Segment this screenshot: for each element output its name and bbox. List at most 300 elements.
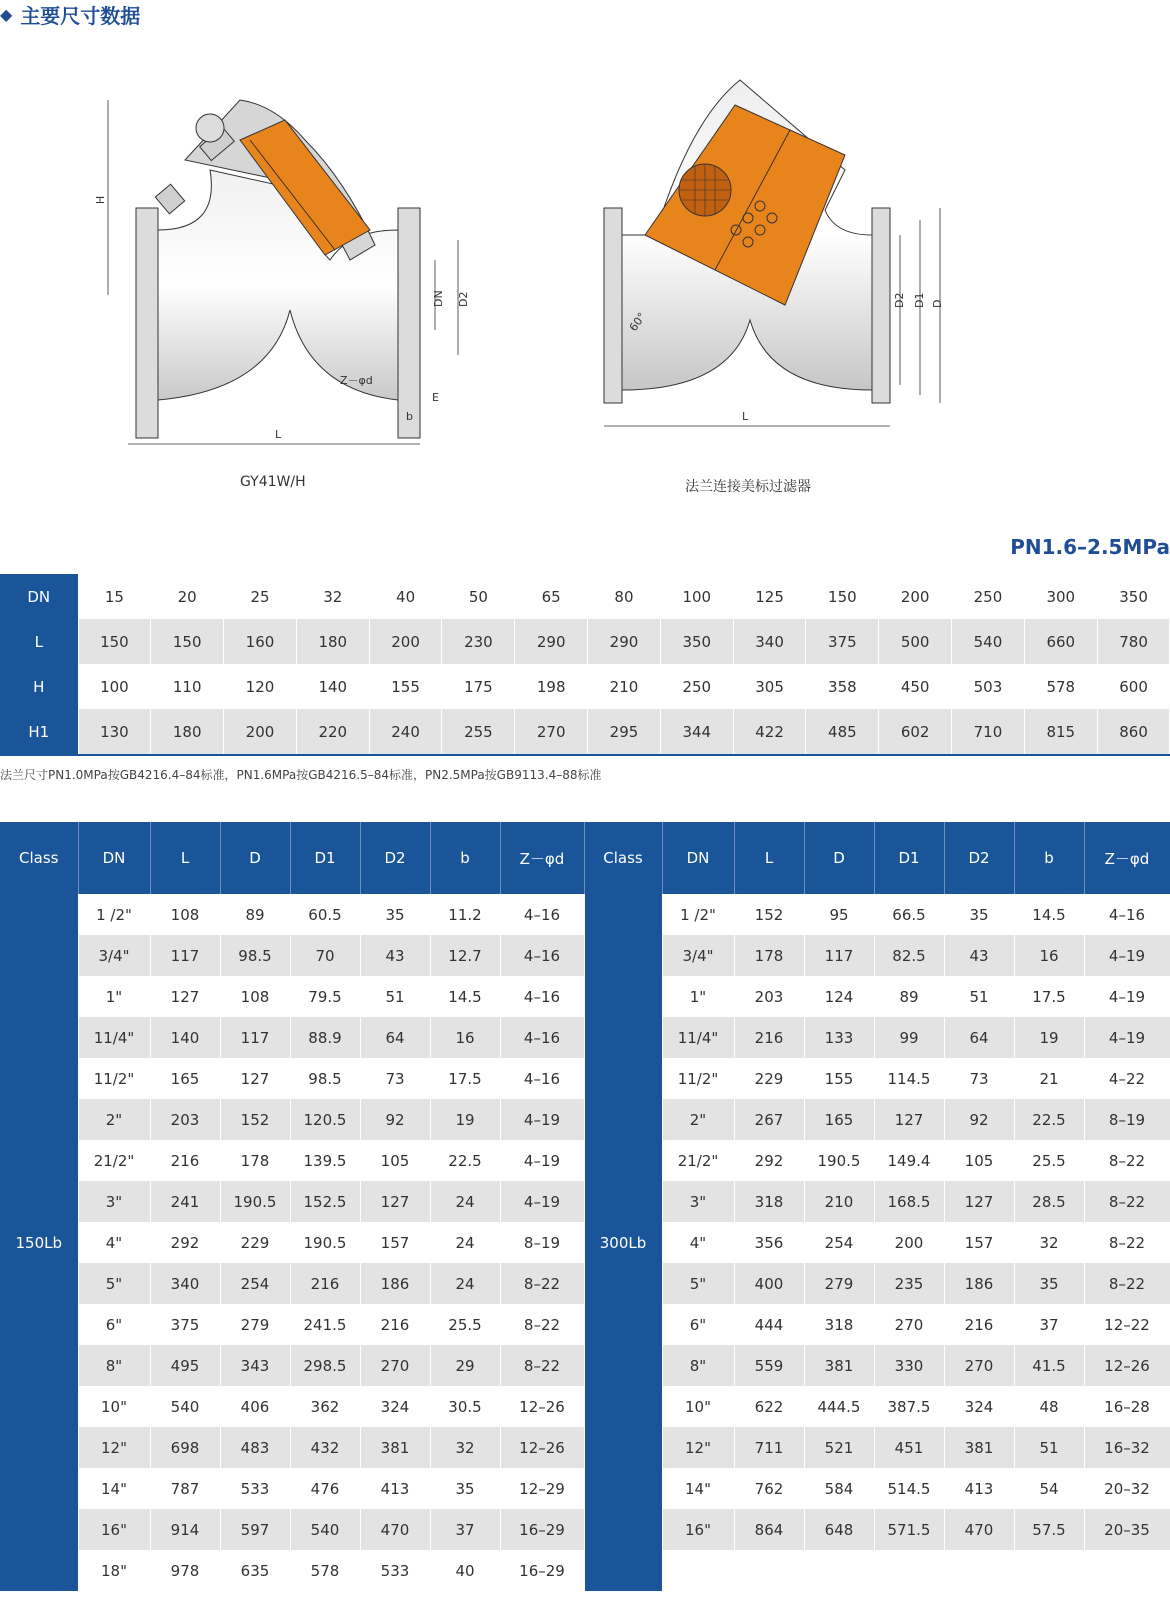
table2-left-cell: 343 bbox=[220, 1345, 290, 1386]
table2-left-cell: 635 bbox=[220, 1550, 290, 1591]
table2-right-cell: 4–19 bbox=[1084, 935, 1170, 976]
table2-right-cell: 22.5 bbox=[1014, 1099, 1084, 1140]
table2-right-cell: 95 bbox=[804, 894, 874, 935]
table2-right-cell: 8–22 bbox=[1084, 1263, 1170, 1304]
table2-left-cell: 241.5 bbox=[290, 1304, 360, 1345]
table1-cell: 100 bbox=[78, 664, 151, 709]
table2-right-cell: 35 bbox=[1014, 1263, 1084, 1304]
table2-left-cell: 12" bbox=[78, 1427, 150, 1468]
table2-right-cell: 622 bbox=[734, 1386, 804, 1427]
table1-cell: 120 bbox=[224, 664, 297, 709]
table1-row-label: DN bbox=[0, 574, 78, 619]
pressure-label: PN1.6–2.5MPa bbox=[1010, 535, 1170, 559]
table2-left-cell: 120.5 bbox=[290, 1099, 360, 1140]
table2-left-cell: 8" bbox=[78, 1345, 150, 1386]
table2-left-cell: 533 bbox=[360, 1550, 430, 1591]
table2-left-cell: 540 bbox=[290, 1509, 360, 1550]
table2-left-cell: 152 bbox=[220, 1099, 290, 1140]
table2-right-cell: 8–22 bbox=[1084, 1181, 1170, 1222]
table2-right-cell: 270 bbox=[944, 1345, 1014, 1386]
table2-header-cell: Class bbox=[0, 822, 78, 894]
table2-right-cell bbox=[1084, 1550, 1170, 1591]
table1-cell: 300 bbox=[1024, 574, 1097, 619]
table2-right-cell: 168.5 bbox=[874, 1181, 944, 1222]
table2-left-cell: 375 bbox=[150, 1304, 220, 1345]
table2-right-cell: 165 bbox=[804, 1099, 874, 1140]
table2-header-cell: Z－φd bbox=[500, 822, 584, 894]
table2-left-cell: 88.9 bbox=[290, 1017, 360, 1058]
table2-left-cell: 16" bbox=[78, 1509, 150, 1550]
table2-right-cell: 117 bbox=[804, 935, 874, 976]
table1-cell: 20 bbox=[151, 574, 224, 619]
table1-cell: 270 bbox=[515, 709, 588, 755]
table2-left-cell: 270 bbox=[360, 1345, 430, 1386]
table2-right-cell: 200 bbox=[874, 1222, 944, 1263]
table2-right-cell: 20–35 bbox=[1084, 1509, 1170, 1550]
table2-left-cell: 4–19 bbox=[500, 1181, 584, 1222]
drawing-gy41 bbox=[90, 60, 480, 460]
table1-cell: 600 bbox=[1097, 664, 1170, 709]
table2-header-cell: D bbox=[804, 822, 874, 894]
table2-right-cell: 11/2" bbox=[662, 1058, 734, 1099]
dim-d1-right: D1 bbox=[913, 292, 926, 308]
table1-cell: 250 bbox=[952, 574, 1025, 619]
table2-left-cell: 578 bbox=[290, 1550, 360, 1591]
table1-row bbox=[0, 709, 1170, 755]
dim-e: E bbox=[432, 391, 439, 404]
table2-right-cell: 32 bbox=[1014, 1222, 1084, 1263]
table2-left-cell: 381 bbox=[360, 1427, 430, 1468]
table2-right-cell: 35 bbox=[944, 894, 1014, 935]
table2-left-cell: 241 bbox=[150, 1181, 220, 1222]
table2-left-cell: 16–29 bbox=[500, 1509, 584, 1550]
class-150lb-cell: 150Lb bbox=[0, 894, 78, 1591]
table2-left-cell: 698 bbox=[150, 1427, 220, 1468]
table2-left-cell: 89 bbox=[220, 894, 290, 935]
table2-left-cell: 12.7 bbox=[430, 935, 500, 976]
table2-right-cell: 648 bbox=[804, 1509, 874, 1550]
table1-cell: 80 bbox=[588, 574, 661, 619]
table2-right-cell: 190.5 bbox=[804, 1140, 874, 1181]
table2-left-cell: 324 bbox=[360, 1386, 430, 1427]
table1-cell: 175 bbox=[442, 664, 515, 709]
table2-right-cell: 4–19 bbox=[1084, 976, 1170, 1017]
table2-left-cell: 11.2 bbox=[430, 894, 500, 935]
table2-left-cell: 22.5 bbox=[430, 1140, 500, 1181]
table2-left-cell: 190.5 bbox=[290, 1222, 360, 1263]
table2-left-cell: 24 bbox=[430, 1263, 500, 1304]
table2-right-cell: 127 bbox=[944, 1181, 1014, 1222]
table2-right-cell: 711 bbox=[734, 1427, 804, 1468]
table2-left-cell: 165 bbox=[150, 1058, 220, 1099]
table2-left-cell: 14.5 bbox=[430, 976, 500, 1017]
table2-right-cell bbox=[1014, 1550, 1084, 1591]
table2-right-cell: 82.5 bbox=[874, 935, 944, 976]
table1-row bbox=[0, 574, 1170, 619]
table1-cell: 255 bbox=[442, 709, 515, 755]
table2-right-cell: 762 bbox=[734, 1468, 804, 1509]
table2-right-cell: 324 bbox=[944, 1386, 1014, 1427]
table1-cell: 344 bbox=[660, 709, 733, 755]
table2-right-cell: 559 bbox=[734, 1345, 804, 1386]
table2-right-cell: 149.4 bbox=[874, 1140, 944, 1181]
table2-left-cell: 476 bbox=[290, 1468, 360, 1509]
table1-cell: 25 bbox=[224, 574, 297, 619]
table2-right-cell: 521 bbox=[804, 1427, 874, 1468]
table2-left-cell: 8–22 bbox=[500, 1304, 584, 1345]
table2-left-cell: 12–26 bbox=[500, 1386, 584, 1427]
table2-left-cell: 98.5 bbox=[290, 1058, 360, 1099]
table2-right-cell: 514.5 bbox=[874, 1468, 944, 1509]
table2-left-cell: 70 bbox=[290, 935, 360, 976]
dim-d-right: D bbox=[931, 299, 944, 308]
table2-header-cell: Class bbox=[584, 822, 662, 894]
table2-right-cell: 64 bbox=[944, 1017, 1014, 1058]
table1-cell: 305 bbox=[733, 664, 806, 709]
table1-cell: 180 bbox=[296, 619, 369, 664]
table2-left-cell: 279 bbox=[220, 1304, 290, 1345]
table1-cell: 422 bbox=[733, 709, 806, 755]
table2-left-cell: 3" bbox=[78, 1181, 150, 1222]
dim-d2: D2 bbox=[457, 291, 470, 307]
table2-left-cell: 139.5 bbox=[290, 1140, 360, 1181]
table2-left-cell: 14" bbox=[78, 1468, 150, 1509]
table2-header-cell: L bbox=[734, 822, 804, 894]
table1-cell: 150 bbox=[806, 574, 879, 619]
table1-cell: 155 bbox=[369, 664, 442, 709]
table2-left-cell: 413 bbox=[360, 1468, 430, 1509]
table2-left-cell: 203 bbox=[150, 1099, 220, 1140]
table2-right-cell bbox=[662, 1550, 734, 1591]
table2-left-cell: 127 bbox=[150, 976, 220, 1017]
table2-left-cell: 37 bbox=[430, 1509, 500, 1550]
table2-right-cell: 12–26 bbox=[1084, 1345, 1170, 1386]
table2-right-cell: 124 bbox=[804, 976, 874, 1017]
table2-right-cell: 318 bbox=[734, 1181, 804, 1222]
table2-left-cell: 1" bbox=[78, 976, 150, 1017]
table2-right-cell: 4" bbox=[662, 1222, 734, 1263]
diamond-bullet-icon: ◆ bbox=[0, 4, 13, 24]
table2-left-cell: 24 bbox=[430, 1222, 500, 1263]
table2-right-cell: 864 bbox=[734, 1509, 804, 1550]
table2-right-cell: 279 bbox=[804, 1263, 874, 1304]
table2-right-cell bbox=[874, 1550, 944, 1591]
table2-left-cell: 108 bbox=[150, 894, 220, 935]
table2-right-cell: 21/2" bbox=[662, 1140, 734, 1181]
table2-right-cell: 318 bbox=[804, 1304, 874, 1345]
table1-row-label: L bbox=[0, 619, 78, 664]
table2-left-cell: 32 bbox=[430, 1427, 500, 1468]
table2-left-cell: 105 bbox=[360, 1140, 430, 1181]
table2-header-cell: b bbox=[430, 822, 500, 894]
table2-left-cell: 40 bbox=[430, 1550, 500, 1591]
table1-cell: 150 bbox=[151, 619, 224, 664]
table2-left-cell: 17.5 bbox=[430, 1058, 500, 1099]
table2-right-cell: 216 bbox=[734, 1017, 804, 1058]
table1-cell: 485 bbox=[806, 709, 879, 755]
table2-left-cell: 16–29 bbox=[500, 1550, 584, 1591]
dim-h: H bbox=[94, 195, 107, 205]
table1-cell: 540 bbox=[952, 619, 1025, 664]
table2-left-cell: 216 bbox=[360, 1304, 430, 1345]
dim-dn: DN bbox=[432, 290, 445, 307]
caption-us-filter: 法兰连接美标过滤器 bbox=[685, 479, 811, 495]
table2-left-cell: 117 bbox=[150, 935, 220, 976]
table1-cell: 100 bbox=[660, 574, 733, 619]
table2-left-cell: 127 bbox=[360, 1181, 430, 1222]
table2-left-cell: 216 bbox=[290, 1263, 360, 1304]
table1-cell: 602 bbox=[879, 709, 952, 755]
table2-right-cell: 330 bbox=[874, 1345, 944, 1386]
table2-left-cell: 406 bbox=[220, 1386, 290, 1427]
table2-right-cell: 99 bbox=[874, 1017, 944, 1058]
table2-left-cell: 152.5 bbox=[290, 1181, 360, 1222]
table1-cell: 350 bbox=[1097, 574, 1170, 619]
table2-left-cell: 4–16 bbox=[500, 1058, 584, 1099]
table2-left-cell: 11/4" bbox=[78, 1017, 150, 1058]
table2-right-cell: 413 bbox=[944, 1468, 1014, 1509]
table1-cell: 290 bbox=[515, 619, 588, 664]
table1-cell: 32 bbox=[296, 574, 369, 619]
table2-right-cell: 210 bbox=[804, 1181, 874, 1222]
table2-left-cell: 25.5 bbox=[430, 1304, 500, 1345]
table2-right-cell: 16–32 bbox=[1084, 1427, 1170, 1468]
table2-right-cell: 155 bbox=[804, 1058, 874, 1099]
table2-right-cell: 444.5 bbox=[804, 1386, 874, 1427]
table2-right-cell: 381 bbox=[804, 1345, 874, 1386]
table2-left-cell: 4–19 bbox=[500, 1140, 584, 1181]
table2-right-cell: 51 bbox=[944, 976, 1014, 1017]
table2-left-cell: 92 bbox=[360, 1099, 430, 1140]
table2-left-cell: 432 bbox=[290, 1427, 360, 1468]
table1-cell: 40 bbox=[369, 574, 442, 619]
table2-left-cell: 540 bbox=[150, 1386, 220, 1427]
table2-right-cell: 4–19 bbox=[1084, 1017, 1170, 1058]
table2-left-cell: 1 /2" bbox=[78, 894, 150, 935]
table2-left-cell: 8–19 bbox=[500, 1222, 584, 1263]
table2-left-cell: 597 bbox=[220, 1509, 290, 1550]
table1-row bbox=[0, 619, 1170, 664]
table2-left-cell: 362 bbox=[290, 1386, 360, 1427]
table2-right-cell: 157 bbox=[944, 1222, 1014, 1263]
table1-cell: 450 bbox=[879, 664, 952, 709]
table2-right-cell: 356 bbox=[734, 1222, 804, 1263]
dim-d2-right: D2 bbox=[893, 292, 906, 308]
table2-right-cell: 178 bbox=[734, 935, 804, 976]
dim-l: L bbox=[275, 428, 282, 441]
table2-left-cell: 64 bbox=[360, 1017, 430, 1058]
table2-left-cell: 117 bbox=[220, 1017, 290, 1058]
table2-right-cell: 6" bbox=[662, 1304, 734, 1345]
table2-left-cell: 470 bbox=[360, 1509, 430, 1550]
table2-right-cell: 105 bbox=[944, 1140, 1014, 1181]
table2-right-cell: 1 /2" bbox=[662, 894, 734, 935]
table2-left-cell: 19 bbox=[430, 1099, 500, 1140]
table2-left-cell: 292 bbox=[150, 1222, 220, 1263]
table2-right-cell: 48 bbox=[1014, 1386, 1084, 1427]
table2-header-cell: b bbox=[1014, 822, 1084, 894]
table2-right-cell: 10" bbox=[662, 1386, 734, 1427]
table1-cell: 503 bbox=[952, 664, 1025, 709]
table1-cell: 230 bbox=[442, 619, 515, 664]
table1-cell: 710 bbox=[952, 709, 1025, 755]
table1-cell: 180 bbox=[151, 709, 224, 755]
table2-left-cell: 108 bbox=[220, 976, 290, 1017]
table2-right-cell: 16" bbox=[662, 1509, 734, 1550]
table2-left-cell: 35 bbox=[360, 894, 430, 935]
table2-left-cell: 2" bbox=[78, 1099, 150, 1140]
table2-left-cell: 11/2" bbox=[78, 1058, 150, 1099]
table2-header-cell: L bbox=[150, 822, 220, 894]
table2-left-cell: 60.5 bbox=[290, 894, 360, 935]
table2-left-cell: 21/2" bbox=[78, 1140, 150, 1181]
table2-left-cell: 483 bbox=[220, 1427, 290, 1468]
table2-header-cell: DN bbox=[78, 822, 150, 894]
table2-header-cell: D2 bbox=[944, 822, 1014, 894]
table2-left-cell: 16 bbox=[430, 1017, 500, 1058]
table2-left-cell: 216 bbox=[150, 1140, 220, 1181]
table1-cell: 200 bbox=[879, 574, 952, 619]
table2-left-cell: 4" bbox=[78, 1222, 150, 1263]
section-title bbox=[0, 0, 140, 28]
table2-right-cell: 267 bbox=[734, 1099, 804, 1140]
table2-left-cell: 4–16 bbox=[500, 1017, 584, 1058]
table1-cell: 15 bbox=[78, 574, 151, 619]
table2-left-cell: 157 bbox=[360, 1222, 430, 1263]
table2-left-cell: 51 bbox=[360, 976, 430, 1017]
table2-right-cell: 114.5 bbox=[874, 1058, 944, 1099]
table1-cell: 290 bbox=[588, 619, 661, 664]
table1-cell: 250 bbox=[660, 664, 733, 709]
table2-left-cell: 12–29 bbox=[500, 1468, 584, 1509]
table2-right-cell: 216 bbox=[944, 1304, 1014, 1345]
table2-right-cell: 3/4" bbox=[662, 935, 734, 976]
table2-right-cell: 381 bbox=[944, 1427, 1014, 1468]
table2-right-cell: 444 bbox=[734, 1304, 804, 1345]
table2-left-cell: 5" bbox=[78, 1263, 150, 1304]
table1-cell: 130 bbox=[78, 709, 151, 755]
table2-left-cell: 186 bbox=[360, 1263, 430, 1304]
table1-cell: 240 bbox=[369, 709, 442, 755]
table2-right-cell: 229 bbox=[734, 1058, 804, 1099]
section-title-text: 主要尺寸数据 bbox=[20, 3, 141, 28]
class-300lb-cell: 300Lb bbox=[584, 894, 662, 1591]
table1-row bbox=[0, 664, 1170, 709]
table1-cell: 578 bbox=[1024, 664, 1097, 709]
table2-right-cell: 21 bbox=[1014, 1058, 1084, 1099]
table2-left-cell: 340 bbox=[150, 1263, 220, 1304]
table2-right-cell: 12–22 bbox=[1084, 1304, 1170, 1345]
table1-cell: 220 bbox=[296, 709, 369, 755]
table1-cell: 860 bbox=[1097, 709, 1170, 755]
table2-left-cell: 140 bbox=[150, 1017, 220, 1058]
table2-left-cell: 3/4" bbox=[78, 935, 150, 976]
table2-right-cell: 20–32 bbox=[1084, 1468, 1170, 1509]
table1-cell: 815 bbox=[1024, 709, 1097, 755]
table2-left-cell: 4–16 bbox=[500, 894, 584, 935]
table2-left-cell: 190.5 bbox=[220, 1181, 290, 1222]
table1-cell: 375 bbox=[806, 619, 879, 664]
table2-left-cell: 178 bbox=[220, 1140, 290, 1181]
table2-right-cell: 28.5 bbox=[1014, 1181, 1084, 1222]
table2-left-cell: 98.5 bbox=[220, 935, 290, 976]
table2-right-cell: 292 bbox=[734, 1140, 804, 1181]
table2-left-cell: 10" bbox=[78, 1386, 150, 1427]
table1-cell: 780 bbox=[1097, 619, 1170, 664]
table2-right-cell: 2" bbox=[662, 1099, 734, 1140]
table2-right-cell bbox=[944, 1550, 1014, 1591]
table2-left-cell: 18" bbox=[78, 1550, 150, 1591]
table2-right-cell: 8–22 bbox=[1084, 1140, 1170, 1181]
table2-left-cell: 254 bbox=[220, 1263, 290, 1304]
table2-left-cell: 4–16 bbox=[500, 976, 584, 1017]
table2-left-cell: 29 bbox=[430, 1345, 500, 1386]
table2-right-cell: 5" bbox=[662, 1263, 734, 1304]
table2-right-cell: 14" bbox=[662, 1468, 734, 1509]
caption-gy41: GY41W/H bbox=[240, 474, 306, 490]
table2-right-cell: 4–16 bbox=[1084, 894, 1170, 935]
table2-right-cell: 400 bbox=[734, 1263, 804, 1304]
table2-left-cell: 30.5 bbox=[430, 1386, 500, 1427]
table2-right-cell: 89 bbox=[874, 976, 944, 1017]
table2-right-cell: 152 bbox=[734, 894, 804, 935]
table2-right-cell: 66.5 bbox=[874, 894, 944, 935]
drawing-us-filter bbox=[600, 60, 960, 460]
table2-left-cell: 79.5 bbox=[290, 976, 360, 1017]
table2-left-cell: 6" bbox=[78, 1304, 150, 1345]
table2-right-cell: 127 bbox=[874, 1099, 944, 1140]
table1-cell: 210 bbox=[588, 664, 661, 709]
table2-right-cell: 203 bbox=[734, 976, 804, 1017]
table2-right-cell: 4–22 bbox=[1084, 1058, 1170, 1099]
table1-row-label: H1 bbox=[0, 709, 78, 755]
table2-right-cell: 14.5 bbox=[1014, 894, 1084, 935]
table2-right-cell: 41.5 bbox=[1014, 1345, 1084, 1386]
table2-right-cell: 17.5 bbox=[1014, 976, 1084, 1017]
table2-right-cell: 8–22 bbox=[1084, 1222, 1170, 1263]
table2-right-cell: 235 bbox=[874, 1263, 944, 1304]
table2-right-cell: 19 bbox=[1014, 1017, 1084, 1058]
dim-l-right: L bbox=[742, 410, 749, 423]
table2-header-cell: D2 bbox=[360, 822, 430, 894]
table2-right-cell: 270 bbox=[874, 1304, 944, 1345]
table2-right-cell: 584 bbox=[804, 1468, 874, 1509]
table2-header-cell: D1 bbox=[874, 822, 944, 894]
table1-cell: 358 bbox=[806, 664, 879, 709]
table2-right-cell: 54 bbox=[1014, 1468, 1084, 1509]
table2-right-cell: 387.5 bbox=[874, 1386, 944, 1427]
table2-right-cell: 57.5 bbox=[1014, 1509, 1084, 1550]
dim-angle: 60° bbox=[626, 310, 649, 334]
table1-cell: 50 bbox=[442, 574, 515, 619]
pn-dimension-table bbox=[0, 574, 1170, 756]
table2-right-cell: 73 bbox=[944, 1058, 1014, 1099]
table2-right-cell: 11/4" bbox=[662, 1017, 734, 1058]
table2-right-cell: 133 bbox=[804, 1017, 874, 1058]
table2-header-cell: D1 bbox=[290, 822, 360, 894]
table2-right-cell: 571.5 bbox=[874, 1509, 944, 1550]
table2-left-cell: 8–22 bbox=[500, 1263, 584, 1304]
table1-cell: 200 bbox=[369, 619, 442, 664]
table2-right-cell: 8" bbox=[662, 1345, 734, 1386]
table2-header-cell: D bbox=[220, 822, 290, 894]
table2-left-cell: 298.5 bbox=[290, 1345, 360, 1386]
table1-row-label: H bbox=[0, 664, 78, 709]
flange-standard-note: 法兰尺寸PN1.0MPa按GB4216.4–84标准，PN1.6MPa按GB4216.5–84标准，PN2.5MPa按GB9113.4–88标准 bbox=[0, 768, 602, 782]
dim-z: Z－φd bbox=[340, 374, 373, 387]
table1-cell: 295 bbox=[588, 709, 661, 755]
dim-b: b bbox=[406, 410, 413, 423]
